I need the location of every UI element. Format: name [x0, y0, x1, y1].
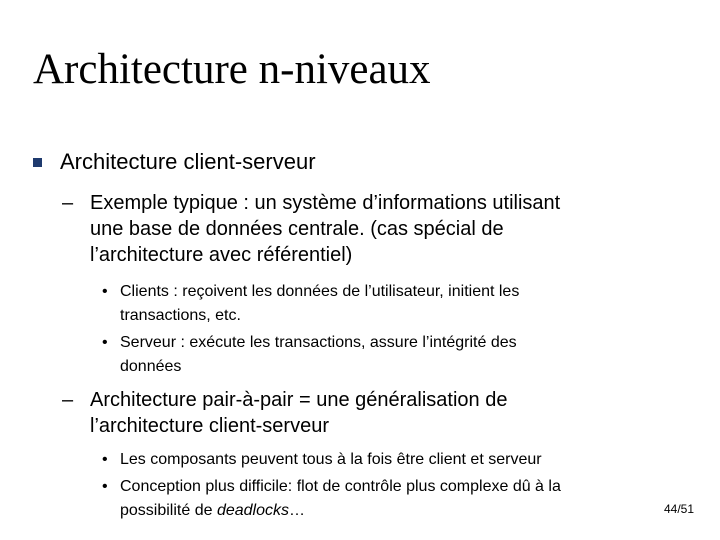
point-serveur — [120, 331, 690, 379]
sub-bullet-pair-a-pair-line: Architecture pair-à-pair = une généralisation de — [90, 389, 508, 411]
point-conception — [120, 475, 690, 523]
point-conception-line — [120, 499, 690, 523]
point-clients-line: Clients : reçoivent les données de l’utilisateur, initient les — [120, 283, 520, 300]
text-run: possibilité de — [120, 502, 217, 519]
text-run: … — [289, 502, 305, 519]
bullet-architecture-client-serveur: Architecture client-serveur — [60, 149, 316, 174]
dot-marker: • — [102, 451, 108, 468]
page-number: 44/51 — [664, 502, 695, 516]
point-clients-line: transactions, etc. — [120, 307, 241, 324]
dot-marker: • — [102, 334, 108, 351]
dot-marker: • — [102, 478, 108, 495]
point-clients — [120, 280, 690, 328]
emphasis-deadlocks: deadlocks — [216, 502, 289, 519]
sub-bullet-exemple-line: une base de données centrale. (cas spécial de — [90, 218, 504, 240]
sub-bullet-pair-a-pair-line: l’architecture client-serveur — [90, 415, 329, 437]
point-composants-line: Les composants peuvent tous à la fois être client et serveur — [120, 451, 542, 468]
dot-marker: • — [102, 283, 108, 300]
sub-bullet-pair-a-pair — [90, 387, 690, 439]
square-bullet-icon — [33, 158, 42, 167]
dash-marker: – — [62, 389, 74, 411]
point-serveur-line: données — [120, 358, 182, 375]
point-composants — [120, 448, 690, 472]
sub-bullet-exemple-line: Exemple typique : un système d’informations utilisant — [90, 192, 561, 214]
dash-marker: – — [62, 192, 74, 214]
sub-bullet-exemple — [90, 190, 690, 268]
point-serveur-line: Serveur : exécute les transactions, assure l’intégrité des — [120, 334, 517, 351]
point-conception-line: Conception plus difficile: flot de contrôle plus complexe dû à la — [120, 478, 561, 495]
sub-bullet-exemple-line: l’architecture avec référentiel) — [90, 244, 353, 266]
slide-title: Architecture n-niveaux — [33, 46, 431, 93]
